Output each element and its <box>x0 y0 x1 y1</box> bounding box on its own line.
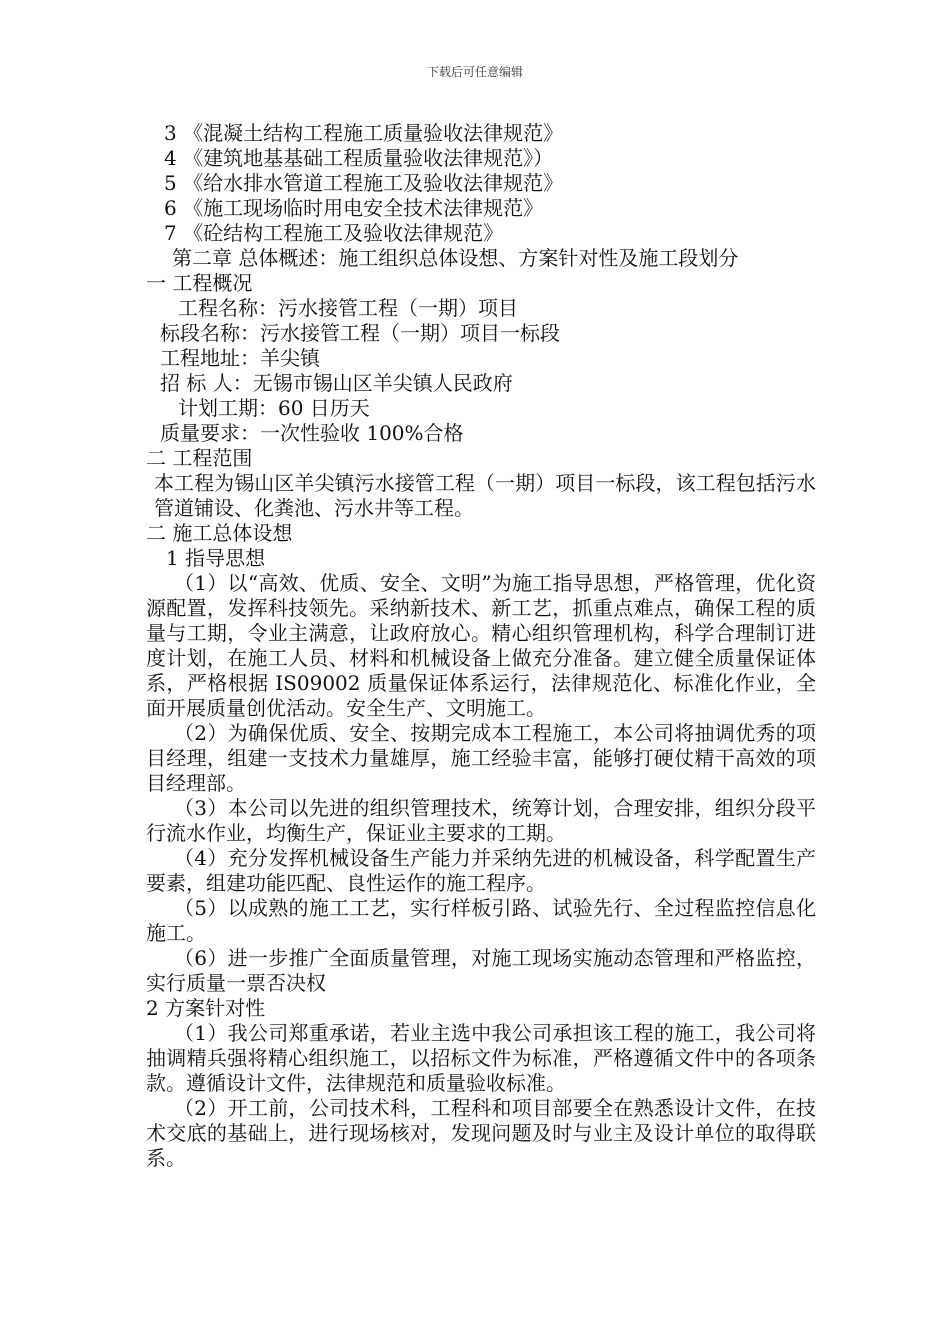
quality-requirement: 质量要求：一次性验收 100%合格 <box>160 421 464 445</box>
project-name: 工程名称：污水接管工程（一期）项目 <box>178 296 518 320</box>
guiding-item: （6）进一步推广全面质量管理，对施工现场实施动态管理和严格监控，实行质量一票否决权 <box>146 946 816 995</box>
guiding-item: （5）以成熟的施工工艺，实行样板引路、试验先行、全过程监控信息化施工。 <box>146 896 816 945</box>
subsection-title: 2 方案针对性 <box>146 996 266 1020</box>
guiding-item: （2）为确保优质、安全、按期完成本工程施工，本公司将抽调优秀的项目经理，组建一支技术力量雄厚，施工经验丰富，能够打硬仗精干高效的项目经理部。 <box>146 721 816 795</box>
reference-item: 3 《混凝土结构工程施工质量验收法律规范》 <box>164 121 564 145</box>
scope-paragraph: 本工程为锡山区羊尖镇污水接管工程（一期）项目一标段，该工程包括污水管道铺设、化粪池、污水井等工程。 <box>154 471 816 520</box>
guiding-item: （1）以“高效、优质、安全、文明”为施工指导思想，严格管理，优化资源配置，发挥科技领先。采纳新技术、新工艺，抓重点难点，确保工程的质量与工期，令业主满意，让政府放心。精心组织管理机构，科学合理制订进度计划，在施工人员、材料和机械设备上做充分准备。建立健全质量保证体系，严格根据 IS09002 质量保证体系运行，法律规范化、标准化作业，全面开展质量创优活动。安全生产、文明施工。 <box>146 571 816 720</box>
reference-item: 7 《砼结构工程施工及验收法律规范》 <box>164 221 504 245</box>
guiding-item: （3）本公司以先进的组织管理技术，统筹计划，合理安排，组织分段平行流水作业，均衡生产，保证业主要求的工期。 <box>146 796 816 845</box>
reference-item: 6 《施工现场临时用电安全技术法律规范》 <box>164 196 544 220</box>
chapter-title: 第二章 总体概述：施工组织总体设想、方案针对性及施工段划分 <box>172 246 739 270</box>
plan-item: （1）我公司郑重承诺，若业主选中我公司承担该工程的施工，我公司将抽调精兵强将精心组织施工，以招标文件为标准，严格遵循文件中的各项条款。遵循设计文件，法律规范和质量验收标准。 <box>146 1021 816 1095</box>
section-title: 一 工程概况 <box>146 271 253 295</box>
reference-item: 5 《给水排水管道工程施工及验收法律规范》 <box>164 171 564 195</box>
section-title: 二 工程范围 <box>146 446 253 470</box>
reference-item: 4 《建筑地基基础工程质量验收法律规范》） <box>164 146 554 170</box>
document-body <box>146 121 816 1171</box>
section-title: 二 施工总体设想 <box>146 521 293 545</box>
header-note: 下载后可任意编辑 <box>426 65 523 79</box>
tenderer: 招 标 人：无锡市锡山区羊尖镇人民政府 <box>160 371 513 395</box>
guiding-item: （4）充分发挥机械设备生产能力并采纳先进的机械设备，科学配置生产要素，组建功能匹配、良性运作的施工程序。 <box>146 846 816 895</box>
section-name: 标段名称：污水接管工程（一期）项目一标段 <box>160 321 560 345</box>
project-duration: 计划工期：60 日历天 <box>178 396 370 420</box>
project-address: 工程地址：羊尖镇 <box>160 346 320 370</box>
plan-item: （2）开工前，公司技术科，工程科和项目部要全在熟悉设计文件，在技术交底的基础上，进行现场核对，发现问题及时与业主及设计单位的取得联系。 <box>146 1096 816 1170</box>
subsection-title: 1 指导思想 <box>166 546 266 570</box>
